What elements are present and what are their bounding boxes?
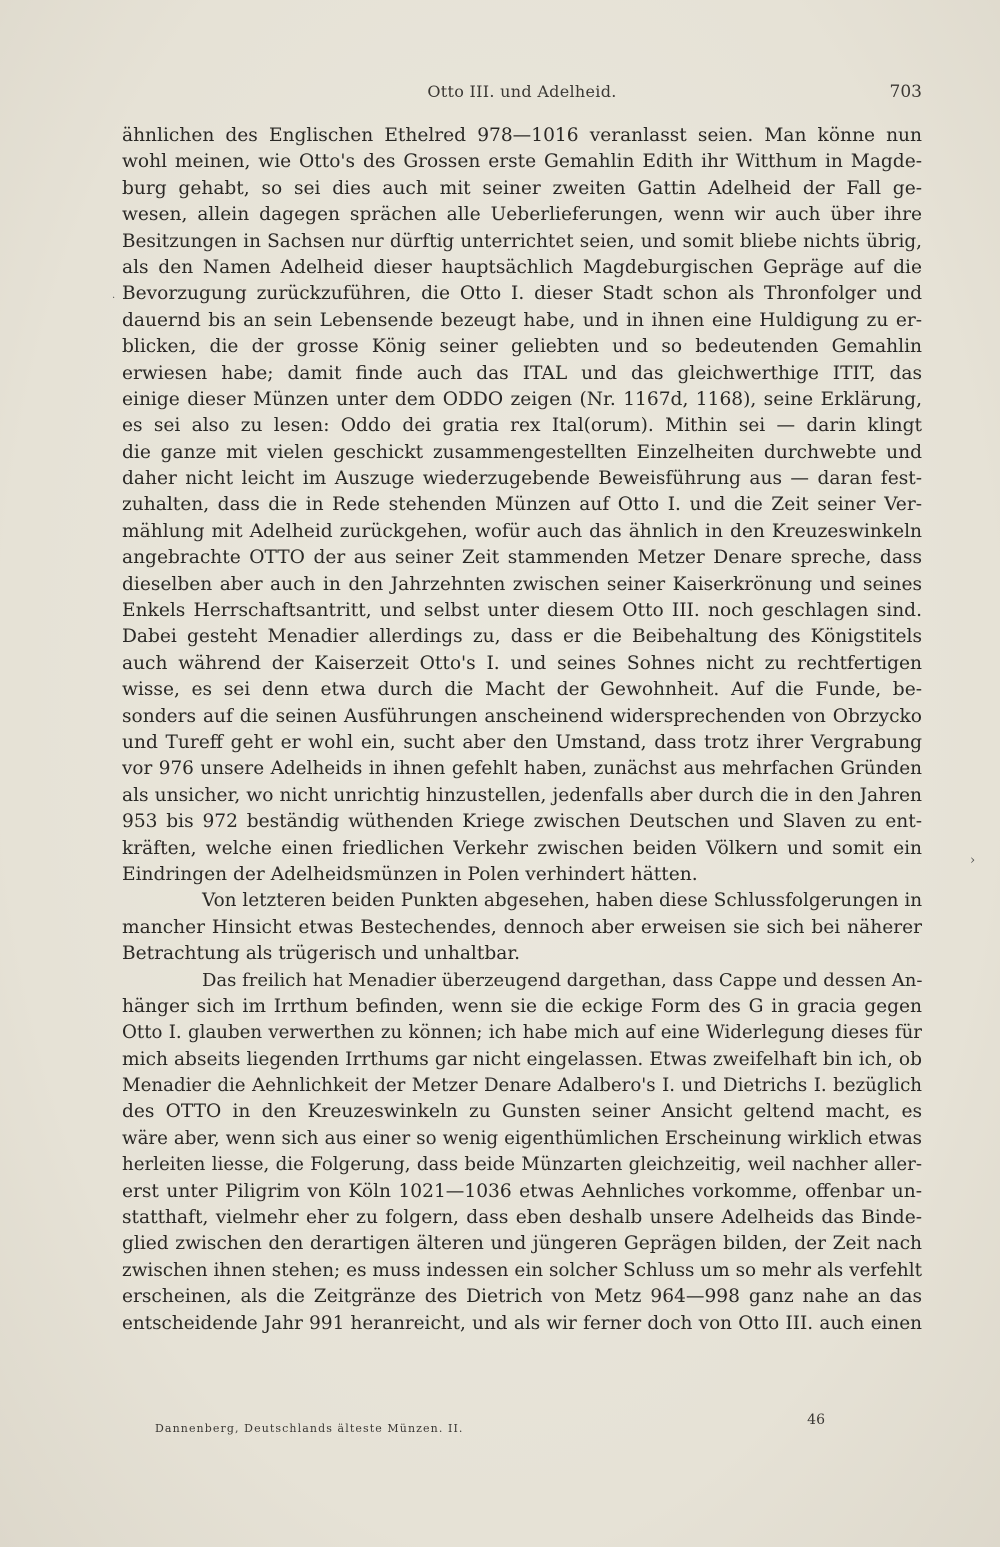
text-line: zuhalten, dass die in Rede stehenden Münzen auf Otto I. und die Zeit seiner Ver- (122, 494, 922, 516)
text-line: als den Namen Adelheid dieser hauptsächlich Magdeburgischen Gepräge auf die (122, 256, 922, 278)
text-line: die ganze mit vielen geschickt zusammengestellten Einzelheiten durchwebte und (122, 441, 922, 463)
text-line: es sei also zu lesen: Oddo dei gratia rex Ital(orum). Mithin sei — darin klingt (122, 415, 922, 437)
text-line: Bevorzugung zurückzuführen, die Otto I. dieser Stadt schon als Thronfolger und (122, 283, 922, 305)
text-line: Betrachtung als trügerisch und unhaltbar. (122, 943, 521, 965)
text-line: glied zwischen den derartigen älteren und jüngeren Geprägen bilden, der Zeit nach (122, 1233, 922, 1255)
text-line: des OTTO in den Kreuzeswinkeln zu Gunsten seiner Ansicht geltend macht, es (122, 1101, 922, 1123)
text-line: mählung mit Adelheid zurückgehen, wofür auch das ähnlich in den Kreuzeswinkeln (122, 520, 922, 542)
text-line: herleiten liesse, die Folgerung, dass beide Münzarten gleichzeitig, weil nachher aller- (122, 1154, 922, 1176)
body-text (122, 123, 922, 1337)
text-line: als unsicher, wo nicht unrichtig hinzustellen, jedenfalls aber durch die in den Jahren (122, 784, 922, 806)
text-line: entscheidende Jahr 991 heranreicht, und als wir ferner doch von Otto III. auch einen (122, 1312, 922, 1334)
text-line: wohl meinen, wie Otto's des Grossen erste Gemahlin Edith ihr Witthum in Magde- (122, 151, 922, 173)
text-line: hänger sich im Irrthum befinden, wenn sie die eckige Form des G in gracia gegen (122, 995, 922, 1017)
text-line: daher nicht leicht im Auszuge wiederzugebende Beweisführung aus — daran fest- (122, 468, 922, 490)
text-line: mich abseits liegenden Irrthums gar nicht eingelassen. Etwas zweifelhaft bin ich, ob (122, 1048, 922, 1070)
text-line: Menadier die Aehnlichkeit der Metzer Denare Adalbero's I. und Dietrichs I. bezüglich (122, 1075, 922, 1097)
text-line: ähnlichen des Englischen Ethelred 978—1016 veranlasst seien. Man könne nun (122, 125, 922, 146)
page-footer (155, 1412, 825, 1442)
text-line: Von letzteren beiden Punkten abgesehen, haben diese Schlussfolgerungen in (202, 890, 922, 912)
text-line: sonders auf die seinen Ausführungen anscheinend widersprechenden von Obrzycko (122, 705, 922, 727)
text-line: angebrachte OTTO der aus seiner Zeit stammenden Metzer Denare spreche, dass (122, 547, 922, 569)
text-line: vor 976 unsere Adelheids in ihnen gefehlt haben, zunächst aus mehrfachen Gründen (122, 758, 922, 780)
text-line: 953 bis 972 beständig wüthenden Kriege zwischen Deutschen und Slaven zu ent- (122, 811, 922, 833)
text-line: wisse, es sei denn etwa durch die Macht der Gewohnheit. Auf die Funde, be- (122, 679, 922, 701)
text-line: einige dieser Münzen unter dem ODDO zeigen (Nr. 1167d, 1168), seine Erklärung, (122, 388, 922, 410)
text-line: und Tureff geht er wohl ein, sucht aber den Umstand, dass trotz ihrer Vergrabung (122, 731, 922, 753)
sheet-signature: 46 (807, 1412, 825, 1428)
text-line: dieselben aber auch in den Jahrzehnten zwischen seiner Kaiserkrönung und seines (122, 573, 922, 595)
text-line: dauernd bis an sein Lebensende bezeugt habe, und in ihnen eine Huldigung zu er- (122, 309, 922, 331)
text-line: wesen, allein dagegen sprächen alle Ueberlieferungen, wenn wir auch über ihre (122, 204, 922, 226)
text-line: Das freilich hat Menadier überzeugend dargethan, dass Cappe und dessen An- (202, 969, 922, 991)
text-line: erst unter Piligrim von Köln 1021—1036 etwas Aehnliches vorkomme, offenbar un- (122, 1180, 922, 1202)
margin-mark-right: › (970, 853, 976, 868)
text-line: Eindringen der Adelheidsmünzen in Polen verhindert hätten. (122, 863, 698, 885)
text-line: auch während der Kaiserzeit Otto's I. und seines Sohnes nicht zu rechtfertigen (122, 652, 922, 674)
text-line: wäre aber, wenn sich aus einer so wenig eigenthümlichen Erscheinung wirklich etwas (122, 1127, 922, 1149)
text-line: Otto I. glauben verwerthen zu können; ich habe mich auf eine Widerlegung dieses für (122, 1022, 922, 1044)
page-number: 703 (889, 82, 922, 102)
text-line: zwischen ihnen stehen; es muss indessen ein solcher Schluss um so mehr als verfehlt (122, 1259, 922, 1281)
text-line: erwiesen habe; damit finde auch das ITAL und das gleichwerthige ITIT, das (122, 362, 922, 384)
text-line: erscheinen, als die Zeitgränze des Dietrich von Metz 964—998 ganz nahe an das (122, 1286, 922, 1308)
text-line: mancher Hinsicht etwas Bestechendes, dennoch aber erweisen sie sich bei näherer (122, 916, 922, 938)
running-head (122, 82, 922, 106)
footer-book-reference: Dannenberg, Deutschlands älteste Münzen. II. (155, 1422, 464, 1435)
text-line: Dabei gesteht Menadier allerdings zu, dass er die Beibehaltung des Königstitels (122, 626, 922, 648)
text-line: burg gehabt, so sei dies auch mit seiner zweiten Gattin Adelheid der Fall ge- (122, 177, 922, 199)
text-line: Besitzungen in Sachsen nur dürftig unterrichtet seien, und somit bliebe nichts übrig, (122, 230, 922, 252)
text-line: kräften, welche einen friedlichen Verkehr zwischen beiden Völkern und somit ein (122, 837, 922, 859)
margin-mark-left: . (112, 290, 116, 301)
text-line: blicken, die der grosse König seiner geliebten und so bedeutenden Gemahlin (122, 336, 922, 358)
text-line: statthaft, vielmehr eher zu folgern, dass eben deshalb unsere Adelheids das Binde- (122, 1207, 922, 1229)
text-line: Enkels Herrschaftsantritt, und selbst unter diesem Otto III. noch geschlagen sind. (122, 600, 922, 622)
running-title: Otto III. und Adelheid. (427, 82, 617, 101)
